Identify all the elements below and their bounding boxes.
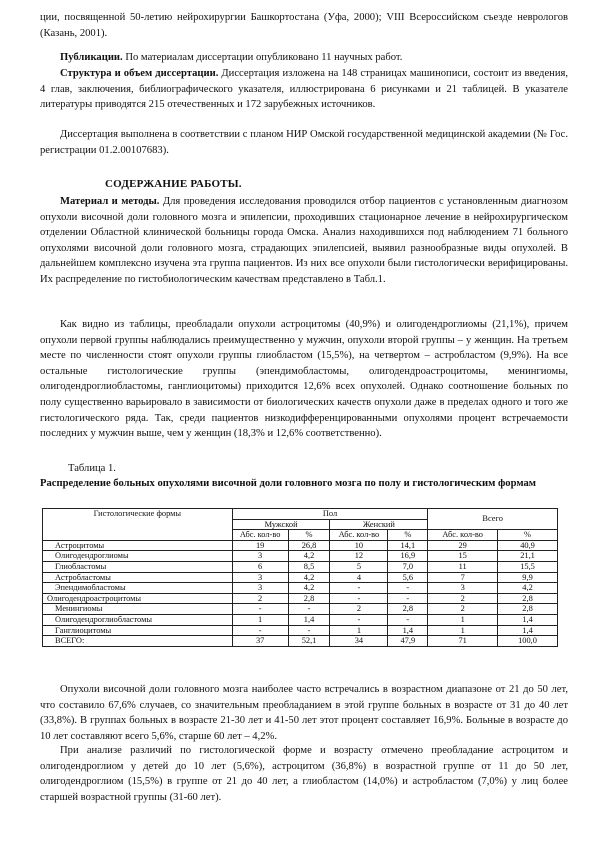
cell-female-abs: - xyxy=(330,583,388,594)
cell-female-pct: 16,9 xyxy=(388,551,428,562)
cell-female-abs: 5 xyxy=(330,561,388,572)
cell-total-pct: 9,9 xyxy=(498,572,558,583)
paragraph-text: По материалам диссертации опубликовано 11 научных работ. xyxy=(122,52,403,63)
cell-female-abs: - xyxy=(330,593,388,604)
cell-total-abs: 29 xyxy=(428,540,498,551)
cell-male-abs: 3 xyxy=(232,551,288,562)
table-total-row xyxy=(43,636,558,647)
table-row xyxy=(43,540,558,551)
cell-total-pct: 2,8 xyxy=(498,593,558,604)
paragraph-structure xyxy=(40,66,568,113)
table-row xyxy=(43,614,558,625)
cell-total-pct: 21,1 xyxy=(498,551,558,562)
cell-total-pct: 1,4 xyxy=(498,614,558,625)
cell-female-pct: 2,8 xyxy=(388,604,428,615)
header-total-pct: % xyxy=(498,530,558,541)
row-name: Олигодендроглиомы xyxy=(43,551,233,562)
paragraph-age xyxy=(40,682,568,744)
cell-male-abs: - xyxy=(232,625,288,636)
cell-female-pct: 5,6 xyxy=(388,572,428,583)
paragraph-materials xyxy=(40,194,568,288)
row-name: Глиобластомы xyxy=(43,561,233,572)
cell-total-abs: 15 xyxy=(428,551,498,562)
cell-total-pct: 15,5 xyxy=(498,561,558,572)
cell-male-abs: 1 xyxy=(232,614,288,625)
cell-female-abs: 4 xyxy=(330,572,388,583)
cell-male-pct: 1,4 xyxy=(288,614,330,625)
cell-total-pct: 40,9 xyxy=(498,540,558,551)
paragraph-publications xyxy=(40,50,568,66)
paragraph-text: Опухоли височной доли головного мозга наиболее часто встречались в возрастном диапазоне от 21 до 50 лет, что составило 67,6% случаев, со значительным преобладанием в этой группе больных в возрасте от 31 до 40 лет (33,8%). В группах больных в возрасте 21-30 лет и 41-50 лет этот процент составляет 16,9%. Больные в возрасте до 10 лет составляют всего 5,6%, старше 60 лет – 4,2%. xyxy=(40,684,568,742)
cell-total-abs: 3 xyxy=(428,583,498,594)
paragraph-lead: Материал и методы. xyxy=(60,196,160,207)
table-row xyxy=(43,625,558,636)
cell-total-abs: 11 xyxy=(428,561,498,572)
cell-total-abs: 1 xyxy=(428,625,498,636)
cell-total-abs: 2 xyxy=(428,593,498,604)
row-name: Менингиомы xyxy=(43,604,233,615)
cell-female-pct: - xyxy=(388,593,428,604)
cell-male-pct: 4,2 xyxy=(288,583,330,594)
distribution-table xyxy=(42,508,558,647)
cell-male-pct: 4,2 xyxy=(288,551,330,562)
paragraph-text: При анализе различий по гистологической форме и возрасту отмечено преобладание астроцитом и олигодендроглиом у детей до 10 лет (5,6%), астроцитом (36,8%) в возрастной группе от 11 до 50 лет, олигодендроглиом (15,5%) в группе от 21 до 40 лет, а глиобластом (14,0%) и астробластом (7,0%) у лиц более старшей возрастной группы (31-60 лет). xyxy=(40,745,568,803)
cell-female-abs: - xyxy=(330,614,388,625)
paragraph-conference xyxy=(40,10,568,41)
paragraph-text: Диссертация выполнена в соответствии с планом НИР Омской государственной медицинской академии (№ Гос. регистрации 01.2.00107683). xyxy=(40,129,568,156)
table-title: Распределение больных опухолями височной доли головного мозга по полу и гистологическим формам xyxy=(40,478,536,489)
paragraph-analysis xyxy=(40,317,568,442)
cell-total-pct: 1,4 xyxy=(498,625,558,636)
cell-total-abs: 71 xyxy=(428,636,498,647)
header-female: Женский xyxy=(330,519,428,530)
cell-male-pct: 26,8 xyxy=(288,540,330,551)
cell-female-pct: 7,0 xyxy=(388,561,428,572)
header-total-abs: Абс. кол-во xyxy=(428,530,498,541)
cell-total-abs: 2 xyxy=(428,604,498,615)
cell-male-pct: - xyxy=(288,604,330,615)
cell-female-pct: - xyxy=(388,614,428,625)
table-label: Таблица 1. xyxy=(68,463,116,474)
paragraph-text: Для проведения исследования проводился отбор пациентов с установленным диагнозом опухоли височной доли головного мозга и эпилепсии, проходивших стационарное лечение в нейрохирургическом отделении Областной клинической больницы города Омска. Анализ находившихся под наблюдением 71 больного опухолями височной доли головного мозга, страдающих эпилепсией, выявил разнообразные виды опухолей. В дальнейшем комплексно изучена эта группа пациентов. Из них все опухоли были гистологически верифицированы. Их распределение по гистобиологическим качествам представлено в Табл.1. xyxy=(40,196,568,285)
header-female-abs: Абс. кол-во xyxy=(330,530,388,541)
cell-female-pct: - xyxy=(388,583,428,594)
cell-male-abs: 19 xyxy=(232,540,288,551)
cell-male-abs: 2 xyxy=(232,593,288,604)
cell-female-abs: 2 xyxy=(330,604,388,615)
paragraph-text: Диссертация изложена на 148 страницах машинописи, состоит из введения, 4 глав, заключения, библиографического указателя, иллюстрирована 6 рисунками и 21 таблицей. В указателе литературы приводятся 215 отечественных и 172 зарубежных источников. xyxy=(40,68,569,111)
paragraph-differences xyxy=(40,743,568,805)
table-row xyxy=(43,561,558,572)
cell-male-abs: 3 xyxy=(232,583,288,594)
cell-total-pct: 4,2 xyxy=(498,583,558,594)
paragraph-text: Как видно из таблицы, преобладали опухоли астроцитомы (40,9%) и олигодендроглиомы (21,1%), причем опухоли первой группы наблюдались преимущественно у мужчин, опухоли второй группы – у женщин. На третьем месте по численности стоят опухоли группы глиобластом (15,5%), на четвертом – астробластом (9,9%). На все остальные гистологические группы (эпендимобластомы, олигодендроастроцитомы, менингиомы, олигодендроглиобластомы, ганглиоцитомы) приходится 12,6% всех опухолей. Однако соотношение больных по полу существенно варьировало в зависимости от биологических качеств опухоли даже в пределах одного и того же гистологического ряда. Так, среди пациентов низкодифференцированными опухолями процент встречаемости последних у мужчин выше, чем у женщин (18,3% и 12,6% соответственно). xyxy=(40,319,568,440)
cell-female-abs: 1 xyxy=(330,625,388,636)
header-female-pct: % xyxy=(388,530,428,541)
paragraph-text: ции, посвященной 50-летию нейрохирургии Башкортостана (Уфа, 2000); VIII Всероссийском съезде неврологов (Казань, 2001). xyxy=(40,12,568,39)
header-forms: Гистологические формы xyxy=(43,509,233,541)
row-name: ВСЕГО: xyxy=(43,636,233,647)
header-total: Всего xyxy=(428,509,558,530)
paragraph-plan xyxy=(40,127,568,158)
cell-male-pct: 8,5 xyxy=(288,561,330,572)
table-row xyxy=(43,551,558,562)
row-name: Эпендимобластомы xyxy=(43,583,233,594)
table-row xyxy=(43,572,558,583)
cell-male-abs: - xyxy=(232,604,288,615)
cell-female-pct: 47,9 xyxy=(388,636,428,647)
cell-male-abs: 3 xyxy=(232,572,288,583)
cell-female-abs: 12 xyxy=(330,551,388,562)
section-heading: СОДЕРЖАНИЕ РАБОТЫ. xyxy=(105,178,242,190)
cell-male-pct: 52,1 xyxy=(288,636,330,647)
cell-female-abs: 34 xyxy=(330,636,388,647)
row-name: Олигодендроглиобластомы xyxy=(43,614,233,625)
cell-female-abs: 10 xyxy=(330,540,388,551)
cell-male-abs: 37 xyxy=(232,636,288,647)
cell-male-pct: 2,8 xyxy=(288,593,330,604)
table-row xyxy=(43,593,558,604)
cell-female-pct: 14,1 xyxy=(388,540,428,551)
table-header-row xyxy=(43,509,558,520)
cell-total-pct: 2,8 xyxy=(498,604,558,615)
header-male-abs: Абс. кол-во xyxy=(232,530,288,541)
row-name: Олигодендроастроцитомы xyxy=(43,593,233,604)
paragraph-lead: Структура и объем диссертации. xyxy=(60,68,219,79)
table-row xyxy=(43,604,558,615)
cell-male-pct: - xyxy=(288,625,330,636)
paragraph-lead: Публикации. xyxy=(60,52,123,63)
row-name: Ганглиоцитомы xyxy=(43,625,233,636)
cell-male-pct: 4,2 xyxy=(288,572,330,583)
header-male: Мужской xyxy=(232,519,330,530)
row-name: Астроцитомы xyxy=(43,540,233,551)
table-row xyxy=(43,583,558,594)
header-male-pct: % xyxy=(288,530,330,541)
row-name: Астробластомы xyxy=(43,572,233,583)
cell-total-pct: 100,0 xyxy=(498,636,558,647)
cell-total-abs: 1 xyxy=(428,614,498,625)
cell-total-abs: 7 xyxy=(428,572,498,583)
header-sex: Пол xyxy=(232,509,428,520)
cell-female-pct: 1,4 xyxy=(388,625,428,636)
cell-male-abs: 6 xyxy=(232,561,288,572)
